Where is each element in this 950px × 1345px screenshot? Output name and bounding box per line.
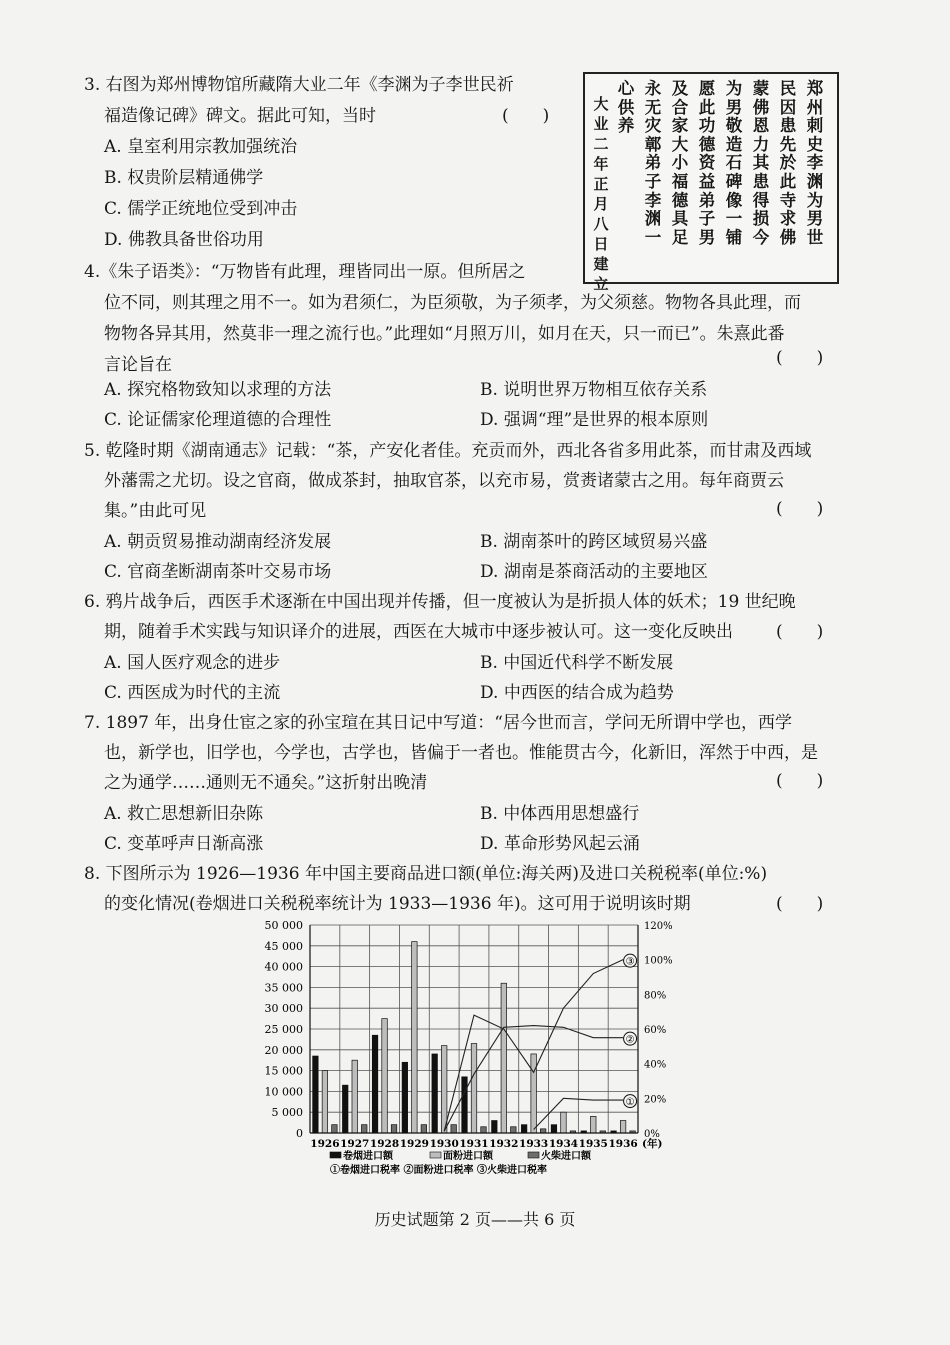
- q7-option-d[interactable]: D. 革命形势风起云涌: [480, 834, 640, 854]
- right-tick-label: 20%: [644, 1094, 667, 1106]
- q3-option-c[interactable]: C. 儒学正统地位受到冲击: [104, 199, 298, 219]
- q8-line-1: 8. 下图所示为 1926—1936 年中国主要商品进口额(单位:海关两)及进口关税税率(单位:%): [84, 864, 768, 884]
- x-tick-label: 1928: [369, 1138, 400, 1150]
- q3-line-2: 福造像记碑》碑文。据此可知，当时: [104, 106, 376, 126]
- x-tick-label: 1931: [459, 1138, 489, 1150]
- legend-rates: ①卷烟进口税率 ②面粉进口税率 ③火柴进口税率: [330, 1165, 547, 1176]
- bar-面粉进口额-1935: [591, 1116, 597, 1133]
- q4-line-2: 位不同，则其理之用不一。如为君须仁，为臣须敬，为子须孝，为父须慈。物物各具此理，而: [104, 293, 801, 313]
- q6-option-d[interactable]: D. 中西医的结合成为趋势: [480, 683, 674, 703]
- bar-面粉进口额-1929: [412, 942, 418, 1133]
- q5-line-2: 外藩需之尤切。设之官商，做成茶封，抽取官茶，以充市易，赏赉诸蒙古之用。每年商贾云: [104, 471, 784, 491]
- bar-火柴进口额-1926: [332, 1125, 338, 1133]
- bar-卷烟进口额-1927: [342, 1085, 348, 1133]
- bar-面粉进口额-1927: [352, 1060, 358, 1133]
- chart-legend: [330, 1149, 592, 1176]
- line-marker-label: ②: [625, 1034, 635, 1046]
- bar-面粉进口额-1926: [322, 1071, 328, 1133]
- stele-col-6: 及合家大小福德具足: [671, 79, 689, 247]
- x-tick-label: 1926: [310, 1138, 340, 1150]
- line-marker-label: ①: [625, 1097, 635, 1109]
- legend-label: 火柴进口额: [541, 1151, 591, 1162]
- legend-swatch: [330, 1152, 341, 1158]
- left-tick-label: 35 000: [264, 981, 303, 995]
- bar-卷烟进口额-1928: [372, 1035, 378, 1133]
- stele-col-8: 心供养: [617, 79, 635, 136]
- right-tick-label: 60%: [644, 1025, 667, 1036]
- x-tick-label: 1935: [578, 1138, 608, 1150]
- q3-option-b[interactable]: B. 权贵阶层精通佛学: [104, 168, 264, 188]
- right-tick-label: 120%: [644, 921, 673, 932]
- left-tick-label: 0: [296, 1127, 303, 1140]
- q5-line-1: 5. 乾隆时期《湖南通志》记载：“茶，产安化者佳。充贡而外，西北各省多用此茶，而甘肃及西域: [84, 441, 812, 461]
- line-marker-label: ③: [625, 956, 635, 968]
- left-tick-label: 30 000: [264, 1002, 303, 1016]
- stele-col-1: 郑州刺史李渊为男世: [806, 79, 824, 247]
- stele-col-4: 为男敬造石碑像一铺: [725, 79, 743, 247]
- q7-line-1: 7. 1897 年，出身仕宦之家的孙宝瑄在其日记中写道：“居今世而言，学问无所谓中学也，西学: [84, 713, 792, 733]
- q4-option-a[interactable]: A. 探究格物致知以求理的方法: [104, 380, 332, 400]
- q5-option-b[interactable]: B. 湖南茶叶的跨区域贸易兴盛: [480, 532, 708, 552]
- legend-label: 面粉进口额: [443, 1151, 493, 1162]
- x-tick-label: 1930: [429, 1138, 459, 1150]
- x-axis-unit: (年): [642, 1138, 663, 1150]
- bar-卷烟进口额-1929: [402, 1062, 408, 1133]
- q3-option-d[interactable]: D. 佛教具备世俗功用: [104, 230, 264, 250]
- page-footer: 历史试题第 2 页——共 6 页: [374, 1210, 576, 1229]
- q8-line-2: 的变化情况(卷烟进口关税税率统计为 1933—1936 年)。这可用于说明该时期: [104, 894, 691, 914]
- left-tick-label: 50 000: [264, 919, 303, 932]
- x-tick-label: 1929: [399, 1138, 429, 1150]
- bar-火柴进口额-1931: [481, 1127, 487, 1133]
- bar-卷烟进口额-1926: [313, 1056, 319, 1133]
- q5-line-3: 集。”由此可见: [104, 501, 207, 521]
- bar-火柴进口额-1933: [540, 1129, 546, 1133]
- bar-火柴进口额-1927: [361, 1125, 367, 1133]
- q4-line-4: 言论旨在: [104, 355, 172, 375]
- q6-line-2: 期，随着手术实践与知识译介的进展，西医在大城市中逐步被认可。这一变化反映出: [104, 622, 733, 642]
- bar-卷烟进口额-1932: [492, 1121, 498, 1133]
- q5-answer-paren[interactable]: ( ): [776, 499, 824, 519]
- bar-火柴进口额-1928: [391, 1125, 397, 1133]
- stele-col-9: 大业二年正月八日建立: [593, 95, 609, 293]
- q7-line-2: 也，新学也，旧学也，今学也，古学也，皆偏于一者也。惟能贯古今，化新旧，浑然于中西，是: [104, 743, 818, 763]
- q7-option-b[interactable]: B. 中体西用思想盛行: [480, 804, 640, 824]
- x-tick-label: 1927: [340, 1138, 370, 1150]
- bar-面粉进口额-1934: [561, 1112, 567, 1133]
- right-tick-label: 0%: [644, 1129, 660, 1140]
- x-tick-label: 1934: [548, 1138, 579, 1150]
- bar-卷烟进口额-1930: [432, 1054, 438, 1133]
- left-tick-label: 10 000: [264, 1085, 303, 1099]
- left-tick-label: 25 000: [264, 1023, 303, 1036]
- bar-面粉进口额-1930: [441, 1046, 447, 1133]
- chart-bars: [313, 942, 636, 1133]
- q8-answer-paren[interactable]: ( ): [776, 894, 824, 914]
- q4-option-c[interactable]: C. 论证儒家伦理道德的合理性: [104, 410, 332, 430]
- q4-option-d[interactable]: D. 强调“理”是世界的根本原则: [480, 410, 709, 430]
- x-tick-label: 1933: [519, 1138, 549, 1150]
- q5-option-d[interactable]: D. 湖南是茶商活动的主要地区: [480, 562, 708, 582]
- q5-option-a[interactable]: A. 朝贡贸易推动湖南经济发展: [104, 532, 332, 552]
- q7-option-c[interactable]: C. 变革呼声日渐高涨: [104, 834, 264, 854]
- stele-col-5: 愿此功德资益弟子男: [698, 79, 716, 247]
- bar-火柴进口额-1929: [421, 1125, 427, 1133]
- bar-面粉进口额-1936: [620, 1121, 626, 1133]
- legend-swatch: [430, 1152, 441, 1158]
- import-chart: [250, 915, 710, 1185]
- q6-option-b[interactable]: B. 中国近代科学不断发展: [480, 653, 674, 673]
- bar-面粉进口额-1931: [471, 1044, 477, 1133]
- right-tick-label: 100%: [644, 955, 673, 967]
- bar-卷烟进口额-1933: [521, 1125, 527, 1133]
- bar-火柴进口额-1930: [451, 1125, 457, 1133]
- left-tick-label: 20 000: [264, 1043, 303, 1057]
- q3-line-1: 3. 右图为郑州博物馆所藏隋大业二年《李渊为子李世民祈: [84, 75, 514, 95]
- right-tick-label: 40%: [644, 1059, 667, 1071]
- q5-option-c[interactable]: C. 官商垄断湖南茶叶交易市场: [104, 562, 332, 582]
- q6-option-a[interactable]: A. 国人医疗观念的进步: [104, 653, 281, 673]
- q7-line-3: 之为通学……通则无不通矣。”这折射出晚清: [104, 773, 428, 793]
- bar-卷烟进口额-1931: [462, 1077, 468, 1133]
- legend-swatch: [528, 1152, 539, 1158]
- stele-inscription-image: [583, 72, 839, 293]
- left-tick-label: 40 000: [264, 960, 303, 974]
- stele-col-7: 永无灾鄣弟子李渊一: [644, 79, 662, 247]
- left-tick-label: 15 000: [264, 1064, 303, 1078]
- x-tick-label: 1936: [608, 1138, 638, 1150]
- q6-answer-paren[interactable]: ( ): [776, 622, 824, 642]
- q3-answer-paren[interactable]: ( ): [502, 106, 550, 126]
- left-tick-label: 45 000: [264, 939, 303, 953]
- bar-卷烟进口额-1934: [551, 1125, 557, 1133]
- q6-option-c[interactable]: C. 西医成为时代的主流: [104, 683, 281, 703]
- q3-option-a[interactable]: A. 皇室利用宗教加强统治: [104, 137, 298, 157]
- bar-面粉进口额-1928: [382, 1019, 388, 1133]
- left-tick-label: 5 000: [271, 1106, 303, 1120]
- bar-面粉进口额-1933: [531, 1054, 537, 1133]
- q4-line-1: 4.《朱子语类》：“万物皆有此理，理皆同出一原。但所居之: [84, 262, 526, 282]
- q6-line-1: 6. 鸦片战争后，西医手术逐渐在中国出现并传播，但一度被认为是折损人体的妖术；19 世纪晚: [84, 592, 796, 612]
- bar-火柴进口额-1932: [511, 1127, 517, 1133]
- legend-label: 卷烟进口额: [343, 1151, 393, 1162]
- bar-面粉进口额-1932: [501, 983, 507, 1133]
- q7-option-a[interactable]: A. 救亡思想新旧杂陈: [104, 804, 264, 824]
- right-tick-label: 80%: [644, 990, 667, 1002]
- q4-option-b[interactable]: B. 说明世界万物相互依存关系: [480, 380, 708, 400]
- stele-col-2: 民因患先於此寺求佛: [779, 79, 797, 247]
- stele-col-3: 蒙佛恩力其患得损今: [752, 79, 770, 247]
- q7-answer-paren[interactable]: ( ): [776, 771, 824, 791]
- x-tick-label: 1932: [489, 1138, 519, 1150]
- q4-answer-paren[interactable]: ( ): [776, 348, 824, 368]
- q4-line-3: 物物各异其用，然莫非一理之流行也。”此理如“月照万川，如月在天，只一而已”。朱熹此番: [104, 324, 785, 344]
